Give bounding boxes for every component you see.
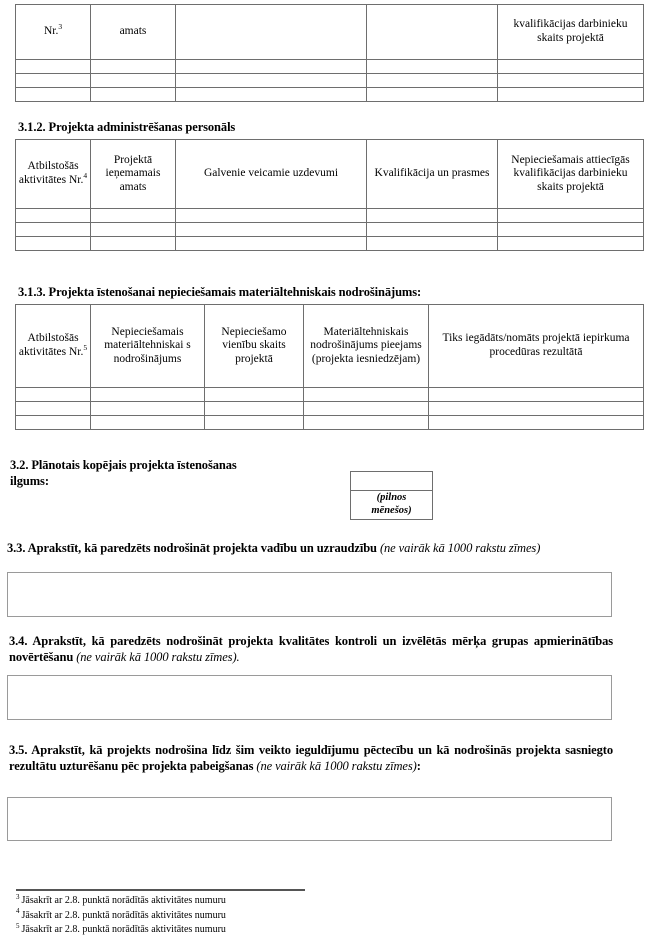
- header-cell-tasks: [176, 5, 367, 60]
- footnote-marker-5: 5: [83, 343, 88, 353]
- cell-staff-count[interactable]: [498, 74, 644, 88]
- cell-activity-nr[interactable]: [16, 223, 91, 237]
- cell-required-equipment[interactable]: [91, 402, 205, 416]
- footnote-marker-4: 4: [83, 171, 88, 181]
- footnote-text: Jāsakrīt ar 2.8. punktā norādītās aktivitātes numuru: [21, 895, 226, 906]
- cell-required-staff[interactable]: [498, 223, 644, 237]
- admin-personnel-table: [15, 139, 644, 251]
- cell-qualification-skills[interactable]: [367, 209, 498, 223]
- cell-equipment-available[interactable]: [304, 402, 429, 416]
- cell-equipment-available[interactable]: [304, 388, 429, 402]
- duration-unit-cell: [351, 491, 433, 520]
- cell-to-be-procured[interactable]: [429, 402, 644, 416]
- cell-required-staff[interactable]: [498, 209, 644, 223]
- cell-to-be-procured[interactable]: [429, 416, 644, 430]
- cell-units-count[interactable]: [205, 402, 304, 416]
- cell-position[interactable]: [91, 237, 176, 251]
- table-row[interactable]: [16, 60, 644, 74]
- footnote-separator: [16, 889, 305, 891]
- duration-unit-line2: mēnešos): [371, 505, 412, 516]
- header-cell-staff-count: kvalifikācijas darbinieku skaits projektā: [498, 5, 644, 60]
- cell-qualification-skills[interactable]: [367, 237, 498, 251]
- table-header-row: [16, 140, 644, 209]
- header-cell-amats: amats: [91, 5, 176, 60]
- header-cell-required-equipment: Nepieciešamais materiāltehniskai s nodrošinājums: [91, 305, 205, 388]
- header-cell-qualification-skills: Kvalifikācija un prasmes: [367, 140, 498, 209]
- section-title-3-5-note: (ne vairāk kā 1000 rakstu zīmes): [256, 758, 417, 773]
- header-text: Nr.: [43, 25, 59, 38]
- header-cell-units-count: Nepieciešamo vienību skaits projektā: [205, 305, 304, 388]
- header-cell-qualification: [367, 5, 498, 60]
- cell-main-tasks[interactable]: [176, 237, 367, 251]
- cell-qualification[interactable]: [367, 74, 498, 88]
- duration-unit-row: [351, 491, 433, 520]
- cell-nr[interactable]: [16, 60, 91, 74]
- cell-tasks[interactable]: [176, 60, 367, 74]
- cell-main-tasks[interactable]: [176, 209, 367, 223]
- cell-staff-count[interactable]: [498, 60, 644, 74]
- header-text: Atbilstošās aktivitātes Nr.: [18, 160, 84, 186]
- cell-staff-count[interactable]: [498, 88, 644, 102]
- cell-required-equipment[interactable]: [91, 416, 205, 430]
- cell-amats[interactable]: [91, 60, 176, 74]
- footnote-mark: 4: [16, 907, 20, 916]
- cell-activity-nr[interactable]: [16, 402, 91, 416]
- section-title-3-3: [7, 541, 615, 557]
- section-title-3-2-line1: 3.2. Plānotais kopējais projekta īstenošanas: [10, 458, 237, 472]
- table-row[interactable]: [16, 88, 644, 102]
- section-title-3-2-line2: ilgums:: [10, 473, 49, 488]
- cell-position[interactable]: [91, 223, 176, 237]
- cell-activity-nr[interactable]: [16, 388, 91, 402]
- cell-activity-nr[interactable]: [16, 416, 91, 430]
- footnote-text: Jāsakrīt ar 2.8. punktā norādītās aktivitātes numuru: [21, 909, 226, 921]
- cell-tasks[interactable]: [176, 74, 367, 88]
- footnote-item: [16, 923, 436, 938]
- footnote-list: [16, 894, 436, 938]
- answer-box-3-5[interactable]: [7, 797, 612, 841]
- table-row[interactable]: [16, 237, 644, 251]
- duration-unit-line1: (pilnos: [376, 492, 407, 504]
- table-row[interactable]: [16, 388, 644, 402]
- footnote-text: Jāsakrīt ar 2.8. punktā norādītās aktivitātes numuru: [21, 924, 226, 935]
- personnel-table-continued: [15, 4, 644, 102]
- cell-required-staff[interactable]: [498, 237, 644, 251]
- header-cell-to-be-procured: Tiks iegādāts/nomāts projektā iepirkuma procedūras rezultātā: [429, 305, 644, 388]
- header-cell-equipment-available: Materiāltehniskais nodrošinājums pieejams (projekta iesniedzējam): [304, 305, 429, 388]
- header-cell-activity-nr: [16, 305, 91, 388]
- cell-nr[interactable]: [16, 88, 91, 102]
- footnote-item: [16, 909, 436, 924]
- cell-qualification[interactable]: [367, 88, 498, 102]
- cell-to-be-procured[interactable]: [429, 388, 644, 402]
- section-title-3-4-bold: 3.4. Aprakstīt, kā paredzēts nodrošināt projekta kvalitātes kontroli un izvēlētās mērķa grupas apmierinātības novērtēšanu: [9, 634, 613, 664]
- section-title-3-5: [9, 743, 613, 774]
- section-title-3-3-note: (ne vairāk kā 1000 rakstu zīmes): [379, 541, 541, 555]
- cell-required-equipment[interactable]: [91, 388, 205, 402]
- section-title-3-4: [9, 634, 613, 665]
- cell-amats[interactable]: [91, 74, 176, 88]
- cell-main-tasks[interactable]: [176, 223, 367, 237]
- answer-box-3-4[interactable]: [7, 675, 612, 720]
- section-title-3-1-2: 3.1.2. Projekta administrēšanas personāls: [18, 120, 236, 134]
- header-cell-main-tasks: Galvenie veicamie uzdevumi: [176, 140, 367, 209]
- cell-units-count[interactable]: [205, 416, 304, 430]
- cell-units-count[interactable]: [205, 388, 304, 402]
- cell-qualification-skills[interactable]: [367, 223, 498, 237]
- header-cell-position: Projektā ieņemamais amats: [91, 140, 176, 209]
- material-technical-table: [15, 304, 644, 430]
- table-row[interactable]: [16, 209, 644, 223]
- table-row[interactable]: [16, 74, 644, 88]
- cell-position[interactable]: [91, 209, 176, 223]
- header-cell-required-staff: Nepieciešamais attiecīgās kvalifikācijas darbinieku skaits projektā: [498, 140, 644, 209]
- footnote-mark: 3: [16, 892, 20, 901]
- section-title-3-2: [10, 458, 340, 489]
- table-row[interactable]: [16, 402, 644, 416]
- section-title-3-5-tail: :: [416, 758, 421, 773]
- duration-value-cell[interactable]: [351, 472, 433, 491]
- cell-activity-nr[interactable]: [16, 237, 91, 251]
- footnote-mark: 5: [16, 921, 20, 930]
- section-title-3-1-3: 3.1.3. Projekta īstenošanai nepieciešamais materiāltehniskais nodrošinājums:: [18, 285, 422, 299]
- duration-value-row[interactable]: [351, 472, 433, 491]
- footnote-marker-3: 3: [58, 22, 63, 32]
- cell-tasks[interactable]: [176, 88, 367, 102]
- cell-qualification[interactable]: [367, 60, 498, 74]
- footnote-item: [16, 894, 436, 909]
- header-text: Atbilstošās aktivitātes Nr.: [18, 332, 84, 358]
- section-title-3-3-bold: 3.3. Aprakstīt, kā paredzēts nodrošināt projekta vadību un uzraudzību: [7, 541, 380, 555]
- table-header-row: [16, 5, 644, 60]
- header-cell-activity-nr: [16, 140, 91, 209]
- cell-equipment-available[interactable]: [304, 416, 429, 430]
- section-title-3-5-bold: 3.5. Aprakstīt, kā projekts nodrošina līdz šim veikto ieguldījumu pēctecību un kā nodrošinās projekta sasniegto rezultātu uzturēšanu pēc projekta pabeigšanas: [9, 743, 613, 773]
- table-row[interactable]: [16, 223, 644, 237]
- table-row[interactable]: [16, 416, 644, 430]
- answer-box-3-3[interactable]: [7, 572, 612, 617]
- cell-activity-nr[interactable]: [16, 209, 91, 223]
- cell-amats[interactable]: [91, 88, 176, 102]
- section-title-3-4-note: (ne vairāk kā 1000 rakstu zīmes).: [76, 649, 240, 664]
- cell-nr[interactable]: [16, 74, 91, 88]
- duration-box: [350, 471, 433, 520]
- table-header-row: [16, 305, 644, 388]
- header-cell-nr: [16, 5, 91, 60]
